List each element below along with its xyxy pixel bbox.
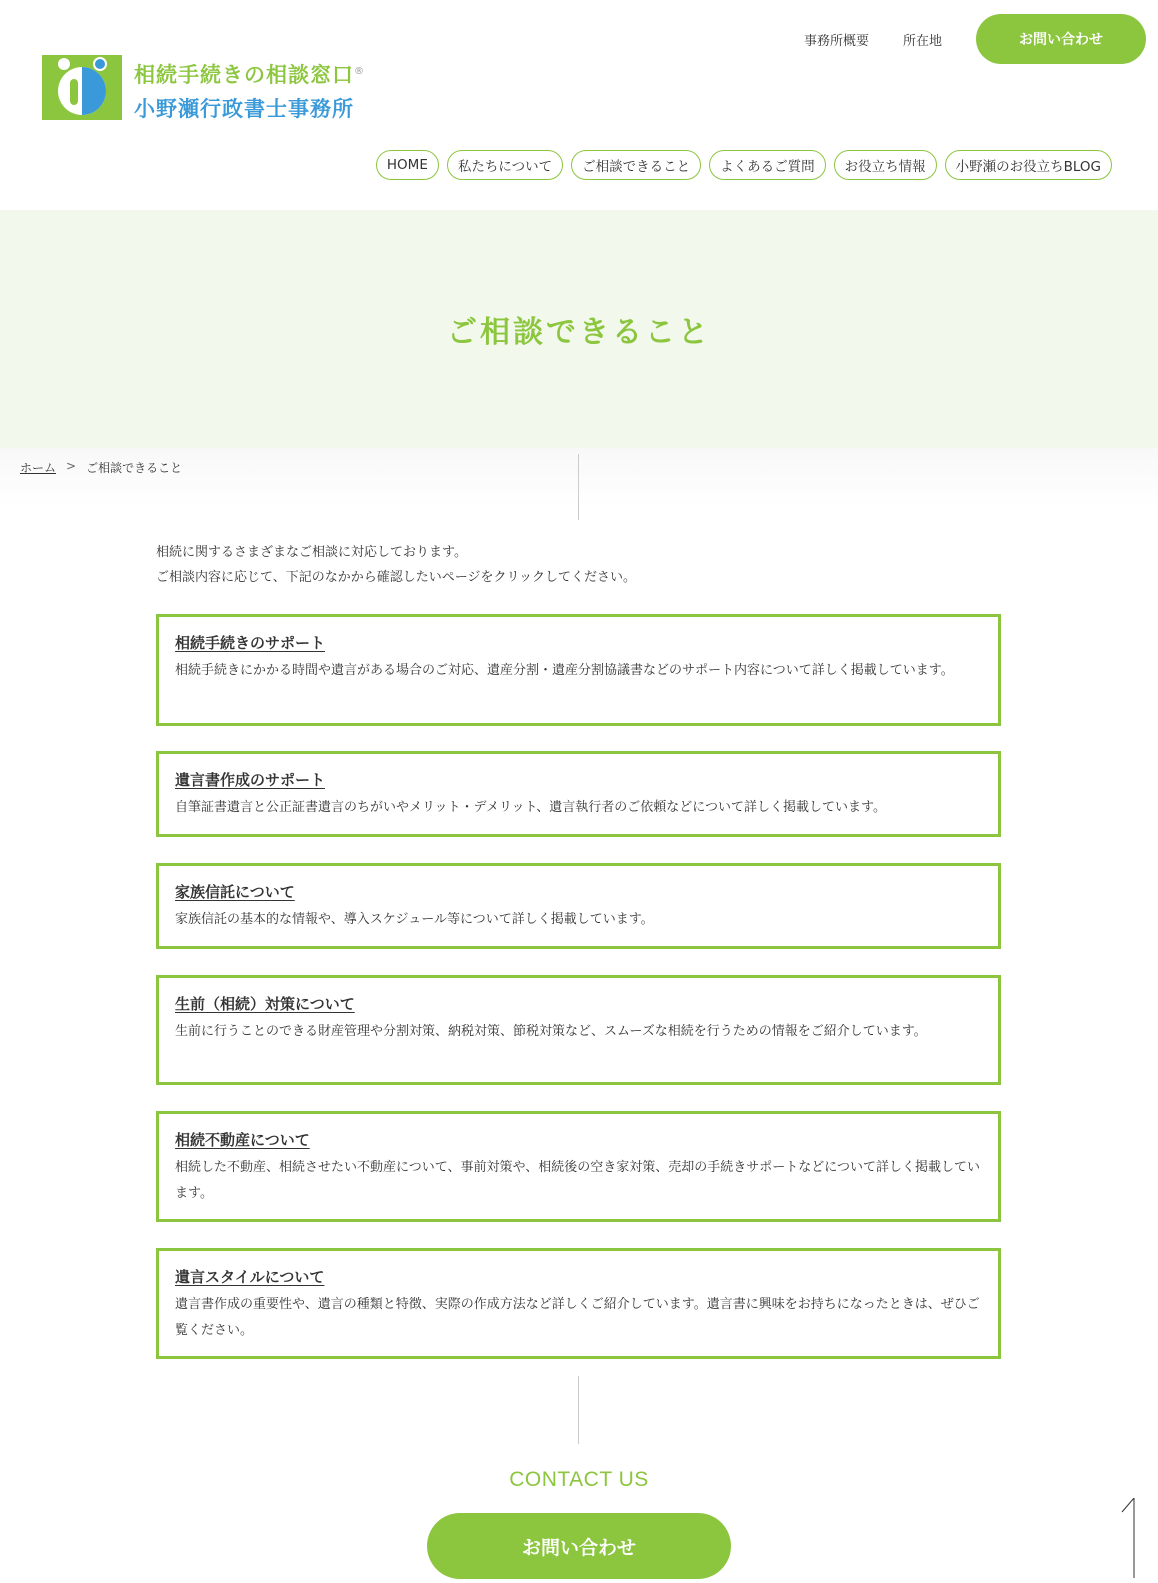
service-card-inheritance-procedure[interactable] xyxy=(156,614,1001,726)
card-description: 相続した不動産、相続させたい不動産について、事前対策や、相続後の空き家対策、売却の手続きサポートなどについて詳しく掲載しています。 xyxy=(175,1160,980,1201)
service-card-pre-inheritance[interactable] xyxy=(156,975,1001,1085)
breadcrumb-home-link[interactable]: ホーム xyxy=(20,461,57,475)
card-description: 遺言書作成の重要性や、遺言の種類と特徴、実際の作成方法など詳しくご紹介しています。遺言書に興味をお持ちになったときは、ぜひご覧ください。 xyxy=(175,1297,980,1338)
page-title: ご相談できること xyxy=(447,315,711,350)
breadcrumb-band xyxy=(0,448,1158,508)
nav-blog[interactable]: 小野瀬のお役立ちBLOG xyxy=(945,150,1112,180)
breadcrumb-separator: > xyxy=(66,459,77,473)
contact-button[interactable]: お問い合わせ xyxy=(427,1513,731,1579)
nav-services[interactable]: ご相談できること xyxy=(571,150,701,180)
page-hero xyxy=(0,210,1158,448)
scroll-indicator-icon[interactable] xyxy=(1118,1498,1138,1583)
card-description: 家族信託の基本的な情報や、導入スケジュール等について詳しく掲載しています。 xyxy=(175,912,654,927)
logo-subtitle: 小野瀬行政書士事務所 xyxy=(134,97,354,121)
logo-mark-icon xyxy=(42,55,122,120)
service-card-will-style[interactable] xyxy=(156,1248,1001,1359)
divider-line xyxy=(578,1376,579,1444)
header-contact-button[interactable]: お問い合わせ xyxy=(976,14,1146,64)
contact-heading: CONTACT US xyxy=(509,1468,649,1491)
site-header xyxy=(0,0,1158,210)
logo-title: 相続手続きの相談窓口® xyxy=(134,63,365,87)
intro-text xyxy=(156,540,636,590)
card-title-link[interactable]: 遺言スタイルについて xyxy=(175,1268,325,1286)
card-description: 相続手続きにかかる時間や遺言がある場合のご対応、遺産分割・遺産分割協議書などのサポート内容について詳しく掲載しています。 xyxy=(175,663,954,678)
card-title-link[interactable]: 相続手続きのサポート xyxy=(175,634,326,652)
card-description: 自筆証書遺言と公正証書遺言のちがいやメリット・デメリット、遺言執行者のご依頼などについて詳しく掲載しています。 xyxy=(175,800,886,815)
top-link-location[interactable]: 所在地 xyxy=(902,33,942,49)
nav-about[interactable]: 私たちについて xyxy=(447,150,563,180)
site-logo[interactable] xyxy=(42,55,392,121)
breadcrumb xyxy=(20,459,182,476)
nav-useful-info[interactable]: お役立ち情報 xyxy=(834,150,937,180)
intro-line: ご相談内容に応じて、下記のなかから確認したいページをクリックしてください。 xyxy=(156,570,636,585)
divider-line xyxy=(578,454,579,520)
card-title-link[interactable]: 相続不動産について xyxy=(175,1131,310,1149)
nav-home[interactable]: HOME xyxy=(376,150,439,180)
service-card-real-estate[interactable] xyxy=(156,1111,1001,1222)
card-title-link[interactable]: 生前（相続）対策について xyxy=(175,995,355,1013)
intro-line: 相続に関するさまざまなご相談に対応しております。 xyxy=(156,545,467,560)
nav-faq[interactable]: よくあるご質問 xyxy=(709,150,826,180)
service-card-will-writing[interactable] xyxy=(156,751,1001,837)
card-title-link[interactable]: 家族信託について xyxy=(175,883,295,901)
card-description: 生前に行うことのできる財産管理や分割対策、納税対策、節税対策など、スムーズな相続を行うための情報をご紹介しています。 xyxy=(175,1024,927,1039)
service-card-family-trust[interactable] xyxy=(156,863,1001,949)
breadcrumb-current: ご相談できること xyxy=(86,461,183,475)
top-link-office-overview[interactable]: 事務所概要 xyxy=(803,33,869,49)
card-title-link[interactable]: 遺言書作成のサポート xyxy=(175,771,326,789)
top-links xyxy=(804,14,1146,64)
global-nav xyxy=(368,150,1112,180)
